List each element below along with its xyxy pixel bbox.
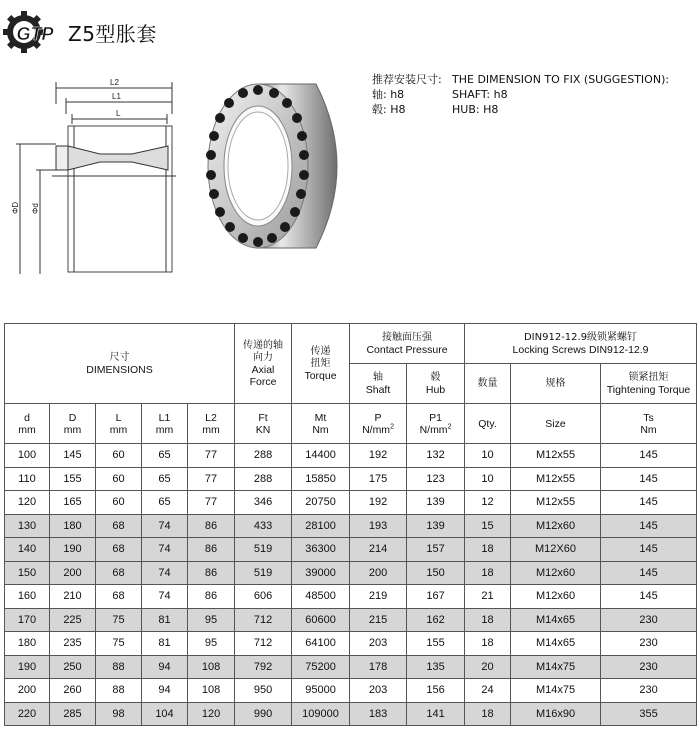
- table-cell: 433: [235, 514, 292, 538]
- table-cell: 145: [601, 491, 697, 515]
- table-cell: 220: [5, 702, 50, 726]
- table-cell: M12x55: [511, 467, 601, 491]
- table-cell: 155: [407, 632, 465, 656]
- table-row: [5, 491, 697, 515]
- unit-d: d mm: [5, 404, 50, 444]
- table-cell: 75: [96, 632, 142, 656]
- table-cell: 150: [407, 561, 465, 585]
- table-cell: 95: [188, 608, 235, 632]
- table-cell: 145: [601, 561, 697, 585]
- table-cell: M12x60: [511, 561, 601, 585]
- table-cell: 200: [50, 561, 96, 585]
- header-dimensions: 尺寸 DIMENSIONS: [5, 324, 235, 404]
- table-cell: 28100: [292, 514, 350, 538]
- table-cell: 145: [601, 585, 697, 609]
- table-cell: M12x55: [511, 491, 601, 515]
- note-cn: 轴: h8: [372, 88, 405, 101]
- table-cell: 180: [5, 632, 50, 656]
- table-cell: 230: [601, 608, 697, 632]
- table-cell: 108: [188, 655, 235, 679]
- table-cell: 190: [50, 538, 96, 562]
- table-cell: 68: [96, 585, 142, 609]
- table-row: [5, 538, 697, 562]
- note-row: [372, 102, 669, 117]
- table-cell: 200: [5, 679, 50, 703]
- table-cell: 60600: [292, 608, 350, 632]
- table-cell: 14400: [292, 444, 350, 468]
- table-cell: 68: [96, 514, 142, 538]
- table-cell: M12x60: [511, 585, 601, 609]
- label-L2: L2: [110, 78, 119, 87]
- table-cell: 21: [465, 585, 511, 609]
- table-cell: 285: [50, 702, 96, 726]
- note-en: SHAFT: h8: [452, 88, 508, 101]
- unit-Ts: Ts Nm: [601, 404, 697, 444]
- unit-qty: Qty.: [465, 404, 511, 444]
- table-row: [5, 632, 697, 656]
- header-contact-pressure: 接触面压强 Contact Pressure: [350, 324, 465, 364]
- table-cell: 175: [350, 467, 407, 491]
- table-cell: 135: [407, 655, 465, 679]
- table-cell: 203: [350, 679, 407, 703]
- table-cell: M14x75: [511, 655, 601, 679]
- table-cell: 18: [465, 561, 511, 585]
- table-cell: 230: [601, 632, 697, 656]
- table-row: [5, 655, 697, 679]
- note-row: [372, 87, 669, 102]
- table-cell: 145: [601, 538, 697, 562]
- table-cell: 74: [142, 585, 188, 609]
- table-cell: 230: [601, 679, 697, 703]
- header-tightening: 锁紧扭矩 Tightening Torque: [601, 364, 697, 404]
- table-cell: 95000: [292, 679, 350, 703]
- table-cell: 20750: [292, 491, 350, 515]
- table-cell: 355: [601, 702, 697, 726]
- note-row: [372, 72, 669, 87]
- table-cell: M14x65: [511, 632, 601, 656]
- label-L1: L1: [112, 92, 121, 101]
- unit-P1: P1 $N/mm^2$: [407, 404, 465, 444]
- table-cell: 606: [235, 585, 292, 609]
- table-cell: 18: [465, 538, 511, 562]
- table-cell: 193: [350, 514, 407, 538]
- table-cell: 192: [350, 491, 407, 515]
- table-cell: M12x60: [511, 514, 601, 538]
- table-cell: 24: [465, 679, 511, 703]
- table-row: [5, 444, 697, 468]
- table-cell: 20: [465, 655, 511, 679]
- page-title: Z5型胀套: [68, 22, 157, 46]
- spec-table-body: [5, 444, 697, 726]
- table-cell: 215: [350, 608, 407, 632]
- table-cell: 74: [142, 514, 188, 538]
- table-cell: 519: [235, 561, 292, 585]
- table-cell: 36300: [292, 538, 350, 562]
- mounting-notes: [372, 72, 669, 117]
- table-cell: 230: [601, 655, 697, 679]
- header-hub: 毂 Hub: [407, 364, 465, 404]
- table-cell: 123: [407, 467, 465, 491]
- table-cell: M12x55: [511, 444, 601, 468]
- table-cell: 68: [96, 561, 142, 585]
- table-cell: 260: [50, 679, 96, 703]
- table-cell: 15850: [292, 467, 350, 491]
- header-locking-screws: DIN912-12.9级锁紧螺钉 Locking Screws DIN912-12.9: [465, 324, 697, 364]
- table-cell: 712: [235, 608, 292, 632]
- table-cell: 792: [235, 655, 292, 679]
- table-cell: 81: [142, 608, 188, 632]
- table-cell: 98: [96, 702, 142, 726]
- table-cell: 950: [235, 679, 292, 703]
- table-cell: 145: [601, 467, 697, 491]
- table-cell: 10: [465, 467, 511, 491]
- table-cell: 145: [601, 444, 697, 468]
- table-cell: 219: [350, 585, 407, 609]
- table-cell: 165: [50, 491, 96, 515]
- header-axial-force: 传递的轴向力 Axial Force: [235, 324, 292, 404]
- table-cell: 109000: [292, 702, 350, 726]
- table-cell: 100: [5, 444, 50, 468]
- table-cell: 141: [407, 702, 465, 726]
- table-cell: 18: [465, 632, 511, 656]
- product-photo: [198, 76, 363, 256]
- table-cell: 140: [5, 538, 50, 562]
- table-cell: 64100: [292, 632, 350, 656]
- table-row: [5, 585, 697, 609]
- table-cell: 288: [235, 444, 292, 468]
- table-cell: 88: [96, 655, 142, 679]
- table-cell: 94: [142, 655, 188, 679]
- header-torque: 传递扭矩 Torque: [292, 324, 350, 404]
- table-cell: 12: [465, 491, 511, 515]
- table-cell: 210: [50, 585, 96, 609]
- technical-drawing: [12, 74, 202, 274]
- table-cell: 250: [50, 655, 96, 679]
- table-cell: 77: [188, 491, 235, 515]
- table-cell: M14x65: [511, 608, 601, 632]
- header-size-cn: 规格: [511, 364, 601, 404]
- table-cell: 180: [50, 514, 96, 538]
- table-cell: 104: [142, 702, 188, 726]
- table-cell: 235: [50, 632, 96, 656]
- table-cell: 65: [142, 491, 188, 515]
- label-phi-d: Φd: [31, 203, 40, 214]
- table-cell: 94: [142, 679, 188, 703]
- table-cell: 162: [407, 608, 465, 632]
- note-en: HUB: H8: [452, 103, 499, 116]
- table-cell: 110: [5, 467, 50, 491]
- table-row: [5, 561, 697, 585]
- note-cn: 毂: H8: [372, 103, 406, 116]
- table-cell: 192: [350, 444, 407, 468]
- unit-Mt: Mt Nm: [292, 404, 350, 444]
- table-cell: 108: [188, 679, 235, 703]
- table-cell: 65: [142, 444, 188, 468]
- header: [0, 0, 699, 60]
- table-cell: 39000: [292, 561, 350, 585]
- table-cell: 178: [350, 655, 407, 679]
- unit-L: L mm: [96, 404, 142, 444]
- table-cell: 156: [407, 679, 465, 703]
- table-row: [5, 608, 697, 632]
- table-cell: 120: [188, 702, 235, 726]
- table-cell: 60: [96, 491, 142, 515]
- table-cell: 203: [350, 632, 407, 656]
- table-cell: 155: [50, 467, 96, 491]
- unit-L2: L2 mm: [188, 404, 235, 444]
- table-cell: 130: [5, 514, 50, 538]
- table-cell: 160: [5, 585, 50, 609]
- table-cell: 712: [235, 632, 292, 656]
- table-cell: 18: [465, 608, 511, 632]
- label-phi-D: ΦD: [11, 201, 20, 214]
- table-cell: 183: [350, 702, 407, 726]
- table-row: [5, 467, 697, 491]
- table-cell: 120: [5, 491, 50, 515]
- table-cell: 86: [188, 538, 235, 562]
- header-qty-cn: 数量: [465, 364, 511, 404]
- table-cell: 65: [142, 467, 188, 491]
- table-cell: 139: [407, 514, 465, 538]
- table-cell: 86: [188, 514, 235, 538]
- table-cell: 150: [5, 561, 50, 585]
- table-cell: 74: [142, 561, 188, 585]
- table-cell: 167: [407, 585, 465, 609]
- table-row: [5, 514, 697, 538]
- table-cell: 86: [188, 561, 235, 585]
- table-cell: 77: [188, 467, 235, 491]
- table-cell: 75: [96, 608, 142, 632]
- note-en: THE DIMENSION TO FIX (SUGGESTION):: [452, 73, 670, 86]
- table-cell: 48500: [292, 585, 350, 609]
- table-row: [5, 679, 697, 703]
- table-cell: 81: [142, 632, 188, 656]
- unit-D: D mm: [50, 404, 96, 444]
- table-cell: 18: [465, 702, 511, 726]
- unit-P: P $N/mm^2$: [350, 404, 407, 444]
- table-cell: 10: [465, 444, 511, 468]
- table-cell: 288: [235, 467, 292, 491]
- label-L: L: [116, 109, 121, 118]
- table-cell: 145: [50, 444, 96, 468]
- table-cell: 200: [350, 561, 407, 585]
- table-row: [5, 702, 697, 726]
- note-cn: 推荐安装尺寸:: [372, 73, 442, 86]
- table-cell: 225: [50, 608, 96, 632]
- unit-size: Size: [511, 404, 601, 444]
- table-cell: M16x90: [511, 702, 601, 726]
- table-cell: 95: [188, 632, 235, 656]
- header-shaft: 轴 Shaft: [350, 364, 407, 404]
- table-cell: 214: [350, 538, 407, 562]
- table-cell: 170: [5, 608, 50, 632]
- logo-text: GTP: [16, 24, 54, 44]
- spec-table: [4, 323, 697, 726]
- table-cell: 990: [235, 702, 292, 726]
- table-cell: M12X60: [511, 538, 601, 562]
- table-cell: 190: [5, 655, 50, 679]
- table-cell: 519: [235, 538, 292, 562]
- table-cell: 132: [407, 444, 465, 468]
- table-cell: 139: [407, 491, 465, 515]
- table-cell: 15: [465, 514, 511, 538]
- table-cell: 68: [96, 538, 142, 562]
- table-cell: 145: [601, 514, 697, 538]
- table-cell: 88: [96, 679, 142, 703]
- table-cell: 60: [96, 467, 142, 491]
- table-cell: 346: [235, 491, 292, 515]
- table-cell: M14x75: [511, 679, 601, 703]
- table-cell: 157: [407, 538, 465, 562]
- table-cell: 74: [142, 538, 188, 562]
- gtp-logo: [4, 10, 68, 54]
- table-cell: 60: [96, 444, 142, 468]
- unit-L1: L1 mm: [142, 404, 188, 444]
- table-cell: 75200: [292, 655, 350, 679]
- table-cell: 86: [188, 585, 235, 609]
- table-cell: 77: [188, 444, 235, 468]
- unit-Ft: Ft KN: [235, 404, 292, 444]
